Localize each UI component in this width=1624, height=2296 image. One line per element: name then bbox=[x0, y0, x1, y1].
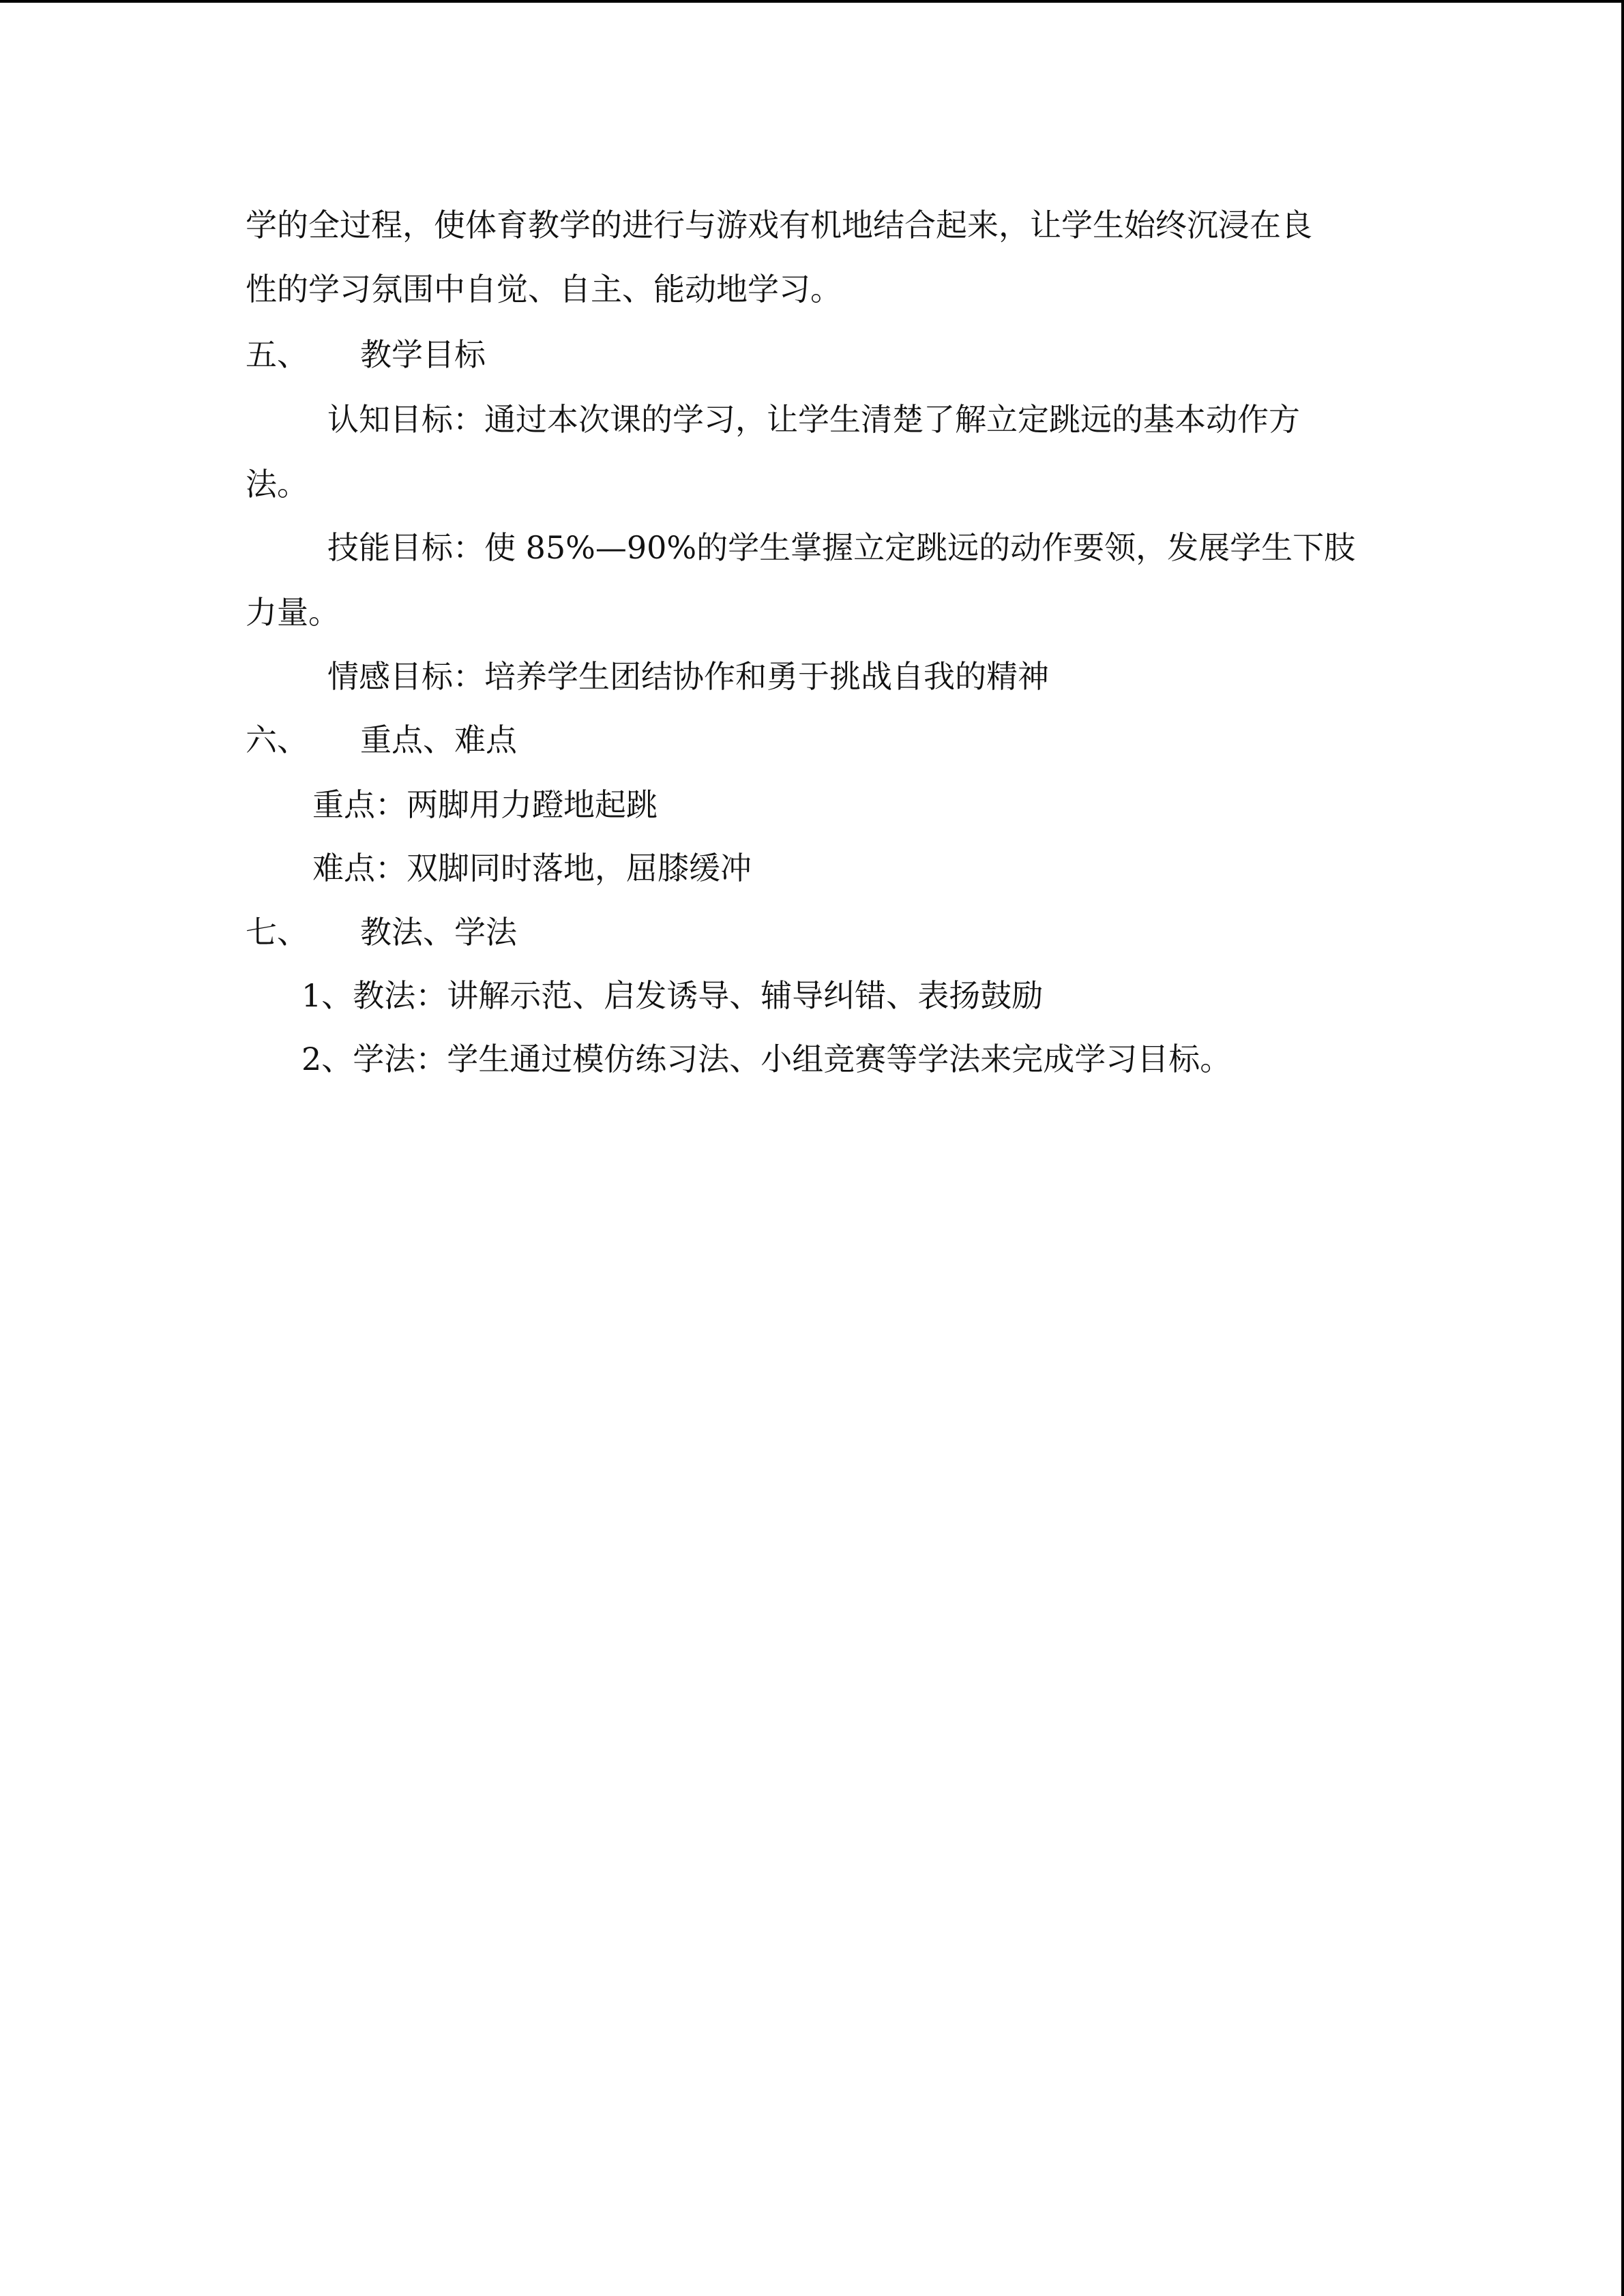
section-6-heading bbox=[246, 719, 517, 760]
page-border-top bbox=[0, 0, 1624, 3]
cognitive-goal-line-1: 认知目标：通过本次课的学习，让学生清楚了解立定跳远的基本动作方 bbox=[327, 401, 1300, 438]
skill-goal-line-1: 技能目标：使 85%—90%的学生掌握立定跳远的动作要领，发展学生下肢 bbox=[327, 529, 1356, 566]
difficulty: 难点：双脚同时落地，屈膝缓冲 bbox=[312, 850, 752, 886]
skill-goal-line-2: 力量。 bbox=[246, 594, 340, 631]
teaching-method: 1、教法：讲解示范、启发诱导、辅导纠错、表扬鼓励 bbox=[301, 977, 1044, 1014]
section-6-title: 重点、难点 bbox=[360, 721, 517, 758]
section-7-heading bbox=[246, 912, 517, 953]
section-5-heading bbox=[246, 334, 486, 375]
emotion-goal: 情感目标：培养学生团结协作和勇于挑战自我的精神 bbox=[327, 658, 1049, 695]
section-6-number: 六、 bbox=[246, 721, 308, 758]
page-border-right bbox=[1621, 0, 1624, 2296]
intro-line-1: 学的全过程，使体育教学的进行与游戏有机地结合起来，让学生始终沉浸在良 bbox=[246, 207, 1312, 243]
section-7-title: 教法、学法 bbox=[360, 914, 517, 951]
learning-method: 2、学法：学生通过模仿练习法、小组竞赛等学法来完成学习目标。 bbox=[301, 1041, 1232, 1077]
cognitive-goal-line-2: 法。 bbox=[246, 466, 308, 503]
section-5-number: 五、 bbox=[246, 336, 308, 373]
key-point: 重点：两脚用力蹬地起跳 bbox=[312, 786, 658, 823]
intro-line-2: 性的学习氛围中自觉、自主、能动地学习。 bbox=[246, 271, 842, 308]
section-7-number: 七、 bbox=[246, 914, 308, 951]
section-5-title: 教学目标 bbox=[360, 336, 486, 373]
